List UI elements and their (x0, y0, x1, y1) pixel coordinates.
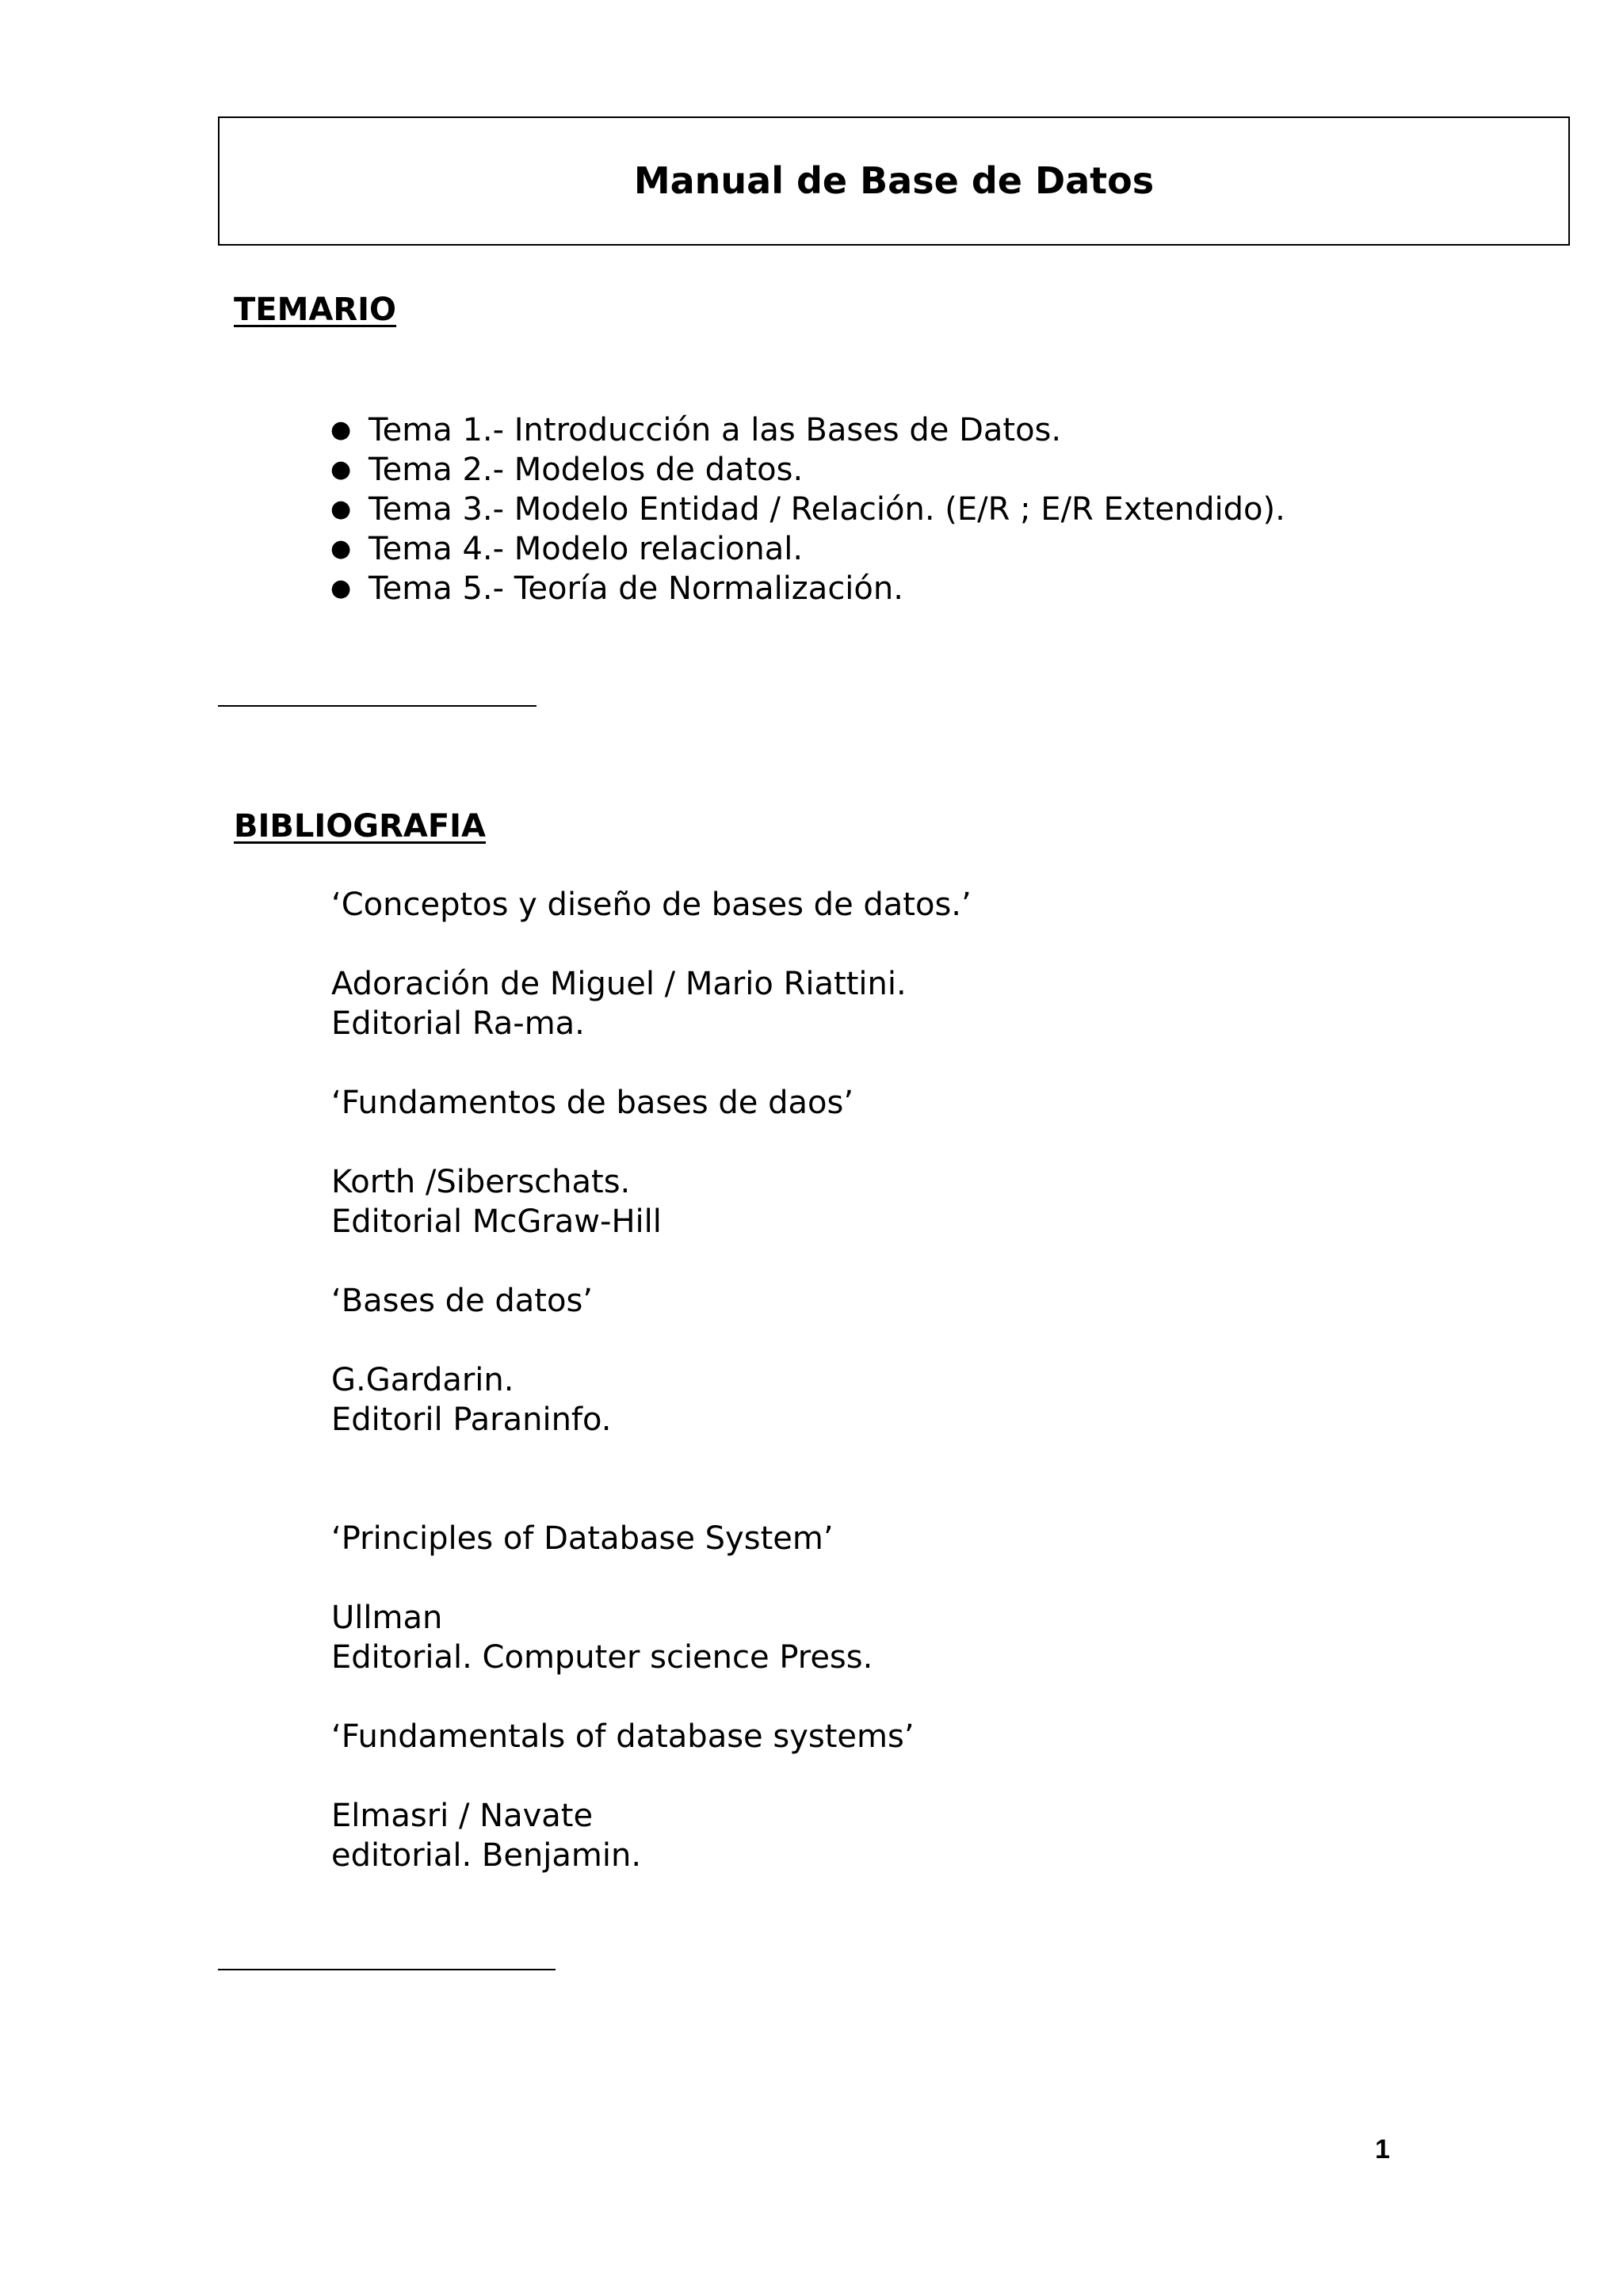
book-authors: Korth /Siberschats. (331, 1164, 631, 1200)
book-title: ‘Fundamentals of database systems’ (331, 1718, 915, 1755)
book-authors: Elmasri / Navate (331, 1798, 594, 1834)
temario-item (330, 450, 1285, 490)
book-title: ‘Bases de datos’ (331, 1283, 593, 1319)
temario-list (330, 410, 1285, 608)
temario-item-text: Tema 1.- Introducción a las Bases de Datos. (369, 412, 1062, 448)
book-publisher: Editorial. Computer science Press. (331, 1639, 873, 1676)
temario-item-text: Tema 3.- Modelo Entidad / Relación. (E/R ; E/R Extendido). (369, 491, 1285, 528)
book-title: ‘Conceptos y diseño de bases de datos.’ (331, 887, 972, 923)
temario-item (330, 569, 1285, 608)
book-publisher: Editorial Ra-ma. (331, 1005, 585, 1042)
page-number: 1 (1375, 2134, 1390, 2164)
book-publisher: editorial. Benjamin. (331, 1837, 642, 1874)
bibliografia-heading: BIBLIOGRAFIA (234, 808, 486, 845)
temario-item-text: Tema 2.- Modelos de datos. (369, 452, 804, 488)
temario-item (330, 410, 1285, 450)
book-authors: Ullman (331, 1600, 443, 1636)
section-divider (218, 705, 537, 707)
bullet-icon: ● (330, 416, 352, 444)
bullet-icon: ● (330, 456, 352, 483)
temario-item (330, 529, 1285, 569)
document-title: Manual de Base de Datos (633, 159, 1155, 202)
temario-item (330, 490, 1285, 529)
book-publisher: Editorial McGraw-Hill (331, 1203, 662, 1240)
temario-heading: TEMARIO (234, 292, 397, 328)
book-authors: Adoración de Miguel / Mario Riattini. (331, 966, 907, 1002)
temario-item-text: Tema 5.- Teoría de Normalización. (369, 570, 903, 607)
bullet-icon: ● (330, 574, 352, 602)
section-divider (218, 1969, 556, 1970)
temario-item-text: Tema 4.- Modelo relacional. (369, 531, 804, 567)
book-publisher: Editoril Paraninfo. (331, 1402, 612, 1438)
bullet-icon: ● (330, 495, 352, 523)
book-title: ‘Principles of Database System’ (331, 1520, 834, 1557)
bullet-icon: ● (330, 535, 352, 563)
book-title: ‘Fundamentos de bases de daos’ (331, 1085, 854, 1121)
book-authors: G.Gardarin. (331, 1362, 514, 1398)
